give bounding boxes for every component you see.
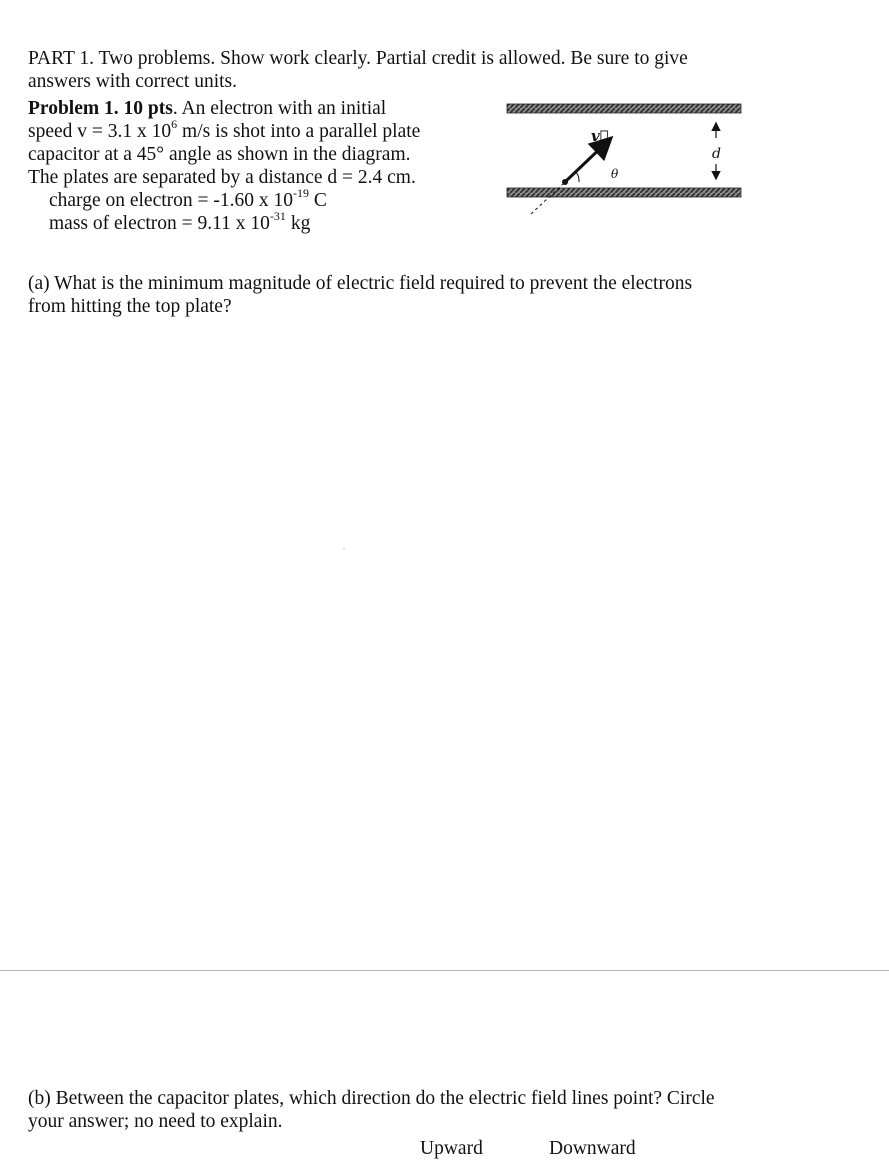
question-a [28, 272, 692, 318]
mass-unit: kg [285, 213, 311, 234]
charge-exponent: -19 [293, 185, 310, 200]
part-instructions-line2: answers with correct units. [28, 71, 238, 92]
problem-1 [28, 97, 420, 235]
angle-label: θ [611, 167, 619, 181]
question-b-line1: (b) Between the capacitor plates, which direction do the electric field lines point? Circle [28, 1088, 715, 1109]
electron [562, 179, 568, 185]
charge-text: charge on electron = -1.60 x 10 [49, 190, 294, 211]
capacitor-diagram [505, 98, 745, 223]
mass-text: mass of electron = 9.11 x 10 [49, 213, 270, 234]
question-b-line2: your answer; no need to explain. [28, 1111, 283, 1132]
question-a-line2: from hitting the top plate? [28, 296, 232, 317]
question-a-line1: (a) What is the minimum magnitude of electric field required to prevent the electrons [28, 273, 693, 294]
distance-label: d [712, 146, 721, 162]
bottom-plate [507, 188, 741, 197]
part-instructions-line1: PART 1. Two problems. Show work clearly. Partial credit is allowed. Be sure to give [28, 48, 688, 69]
problem-1-line4: The plates are separated by a distance d = 2.4 cm. [28, 167, 416, 188]
problem-1-line1 [28, 97, 420, 120]
speed-exponent: 6 [171, 116, 178, 131]
velocity-arrow [565, 140, 609, 182]
section-divider [0, 970, 889, 971]
problem-1-heading: Problem 1. 10 pts [28, 98, 173, 119]
choice-downward[interactable]: Downward [549, 1138, 636, 1159]
problem-1-line3: capacitor at a 45° angle as shown in the diagram. [28, 144, 411, 165]
velocity-label: v⃗ [591, 127, 609, 145]
charge-line [28, 185, 420, 212]
choice-upward[interactable]: Upward [420, 1138, 483, 1159]
speed-unit-text: m/s is shot into a parallel plate [177, 121, 421, 142]
mass-exponent: -31 [269, 208, 286, 223]
question-b [28, 1087, 715, 1133]
speck [343, 548, 345, 550]
top-plate [507, 104, 741, 113]
speed-text: speed v = 3.1 x 10 [28, 121, 172, 142]
mass-line [28, 208, 420, 235]
part-instructions [28, 47, 688, 93]
problem-1-line2 [28, 116, 421, 143]
problem-1-line1-text: . An electron with an initial [172, 98, 387, 119]
charge-unit: C [309, 190, 327, 211]
